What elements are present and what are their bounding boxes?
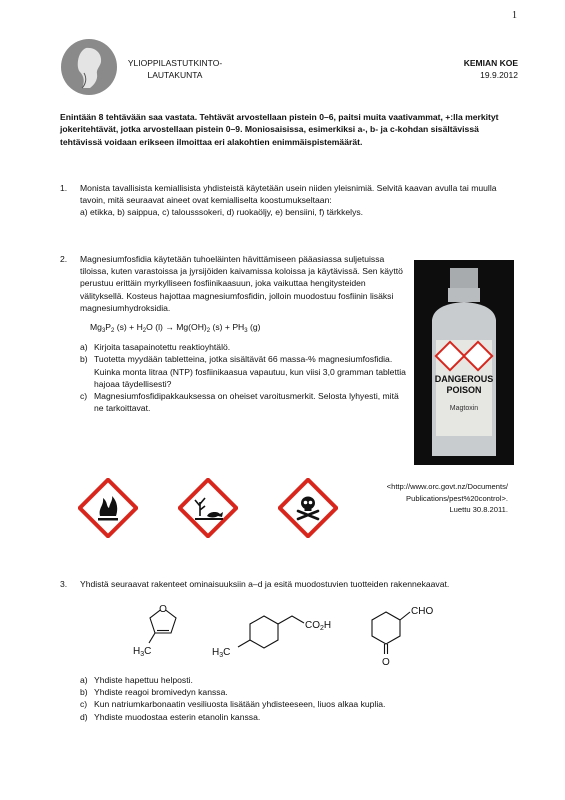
question-items: a) etikka, b) saippua, c) talousssokeri, d) ruokaöljy, e) bensiini, f) tärkkelys. [80, 207, 364, 218]
source-line1: <http://www.orc.govt.nz/Documents/ [386, 482, 508, 491]
photo-label-top: DANGEROUS [434, 374, 494, 384]
question-3-parts [60, 674, 516, 723]
source-line3: Luettu 30.8.2011. [449, 505, 508, 515]
flammable-pictogram-icon [78, 478, 138, 538]
photo-label-bottom: POISON [446, 385, 482, 395]
question-number: 3. [60, 579, 68, 589]
reaction-equation: $Mg_3P_2$ $(s) + H_2O$ $(l) \to Mg(OH)_2$ $(s) + PH_3$ (g) [90, 322, 261, 335]
carboxyl-label: $CO_2H$ [305, 620, 332, 632]
part-c: c) Magnesiumfosfidipakkauksessa on oheiset varoitusmerkit. Selosta lyhyesti, mitä ne tarkoittavat. [80, 391, 399, 414]
instructions: Enintään 8 tehtävään saa vastata. Tehtävät arvostellaan pistein 0–6, paitsi muita vaativammat, +:lla merkityt jokeritehtävät, jotka arvostellaan pistein 0–9. Moniosaisissa, esimerkiksi a-, b- ja c-kohdan sisältävissä tehtävissä voidaan erikseen ilmoittaa eri alakohtien enimmäispistemäärät. [60, 112, 499, 147]
ketone-oxygen-label: O [382, 657, 390, 668]
org-name [120, 57, 230, 81]
aldehyde-label: CHO [411, 606, 434, 617]
svg-text:O: O [159, 604, 167, 615]
molecule-dihydrofuran [130, 602, 200, 660]
part-b: b) Tuotetta myydään tabletteina, jotka sisältävät 66 massa-% magnesiumfosfidia. Kuinka monta litraa (NTP) fosfiinikaasua vapautuu, kun viisi 3,0 gramman tablettia hajoaa täydellisesti? [80, 354, 406, 389]
part-c: c) Kun natriumkarbonaatin vesiliuosta lisätään yhdisteeseen, liuos alkaa kuplia. [80, 699, 386, 710]
board-logo [60, 38, 118, 96]
image-source [340, 481, 508, 516]
question-text: Monista tavallisista kemiallisista yhdisteistä käytetään usein niiden yleisnimiä. Selvitä kaavan avulla tai muulla tavoin, mitä seuraavat aineet ovat kemialliselta koostumukseltaan: [80, 183, 497, 206]
question-text: Magnesiumfosfidia käytetään tuhoeläinten hävittämiseen pääasiassa suljetuissa tiloissa, kuten varastoissa ja jyrsijöiden kaivamissa koloissa ja käytävissä. Sen käyttö perustuu erittäin myrkylliseen fosfiinikaasuun, joka vaikuttaa hengitysteiden välityksellä. Kosteus hajottaa magnesiumfosfidin, jolloin muodostuu fosfiinin lisäksi magnesiumhydroksidia. [80, 254, 403, 313]
molecule-oxocyclohexane-carbaldehyde [360, 600, 440, 672]
question-text: Yhdistä seuraavat rakenteet ominaisuuksiin a–d ja esitä muodostuvien tuotteiden rakennekaavat. [80, 579, 450, 589]
methyl-label: $H_3C$ [212, 647, 231, 659]
molecule-cyclohexylacetic-acid [212, 608, 362, 663]
source-line2: Publications/pest%20control>. [406, 493, 508, 503]
part-a: a) Kirjoita tasapainotettu reaktioyhtälö. [80, 342, 231, 353]
methyl-label: $H_3C$ [133, 646, 152, 658]
exam-date: 19.9.2012 [480, 70, 518, 80]
question-number: 1. [60, 183, 68, 193]
part-a: a) Yhdiste hapettuu helposti. [80, 675, 193, 685]
exam-title: KEMIAN KOE [463, 58, 518, 68]
question-1 [60, 182, 516, 219]
part-b: b) Yhdiste reagoi bromivedyn kanssa. [80, 687, 228, 698]
toxic-skull-pictogram-icon [278, 478, 338, 538]
org-line2: LAUTAKUNTA [147, 70, 203, 80]
product-photo [414, 260, 514, 465]
photo-brand: Magtoxin [449, 405, 479, 412]
question-number: 2. [60, 254, 68, 264]
exam-info [464, 57, 518, 81]
question-3 [60, 578, 516, 590]
question-2 [60, 253, 406, 414]
page-number: 1 [512, 10, 517, 21]
part-d: d) Yhdiste muodostaa esterin etanolin kanssa. [80, 711, 261, 722]
org-line1: YLIOPPILASTUTKINTO- [127, 58, 223, 68]
environment-pictogram-icon [178, 478, 238, 538]
